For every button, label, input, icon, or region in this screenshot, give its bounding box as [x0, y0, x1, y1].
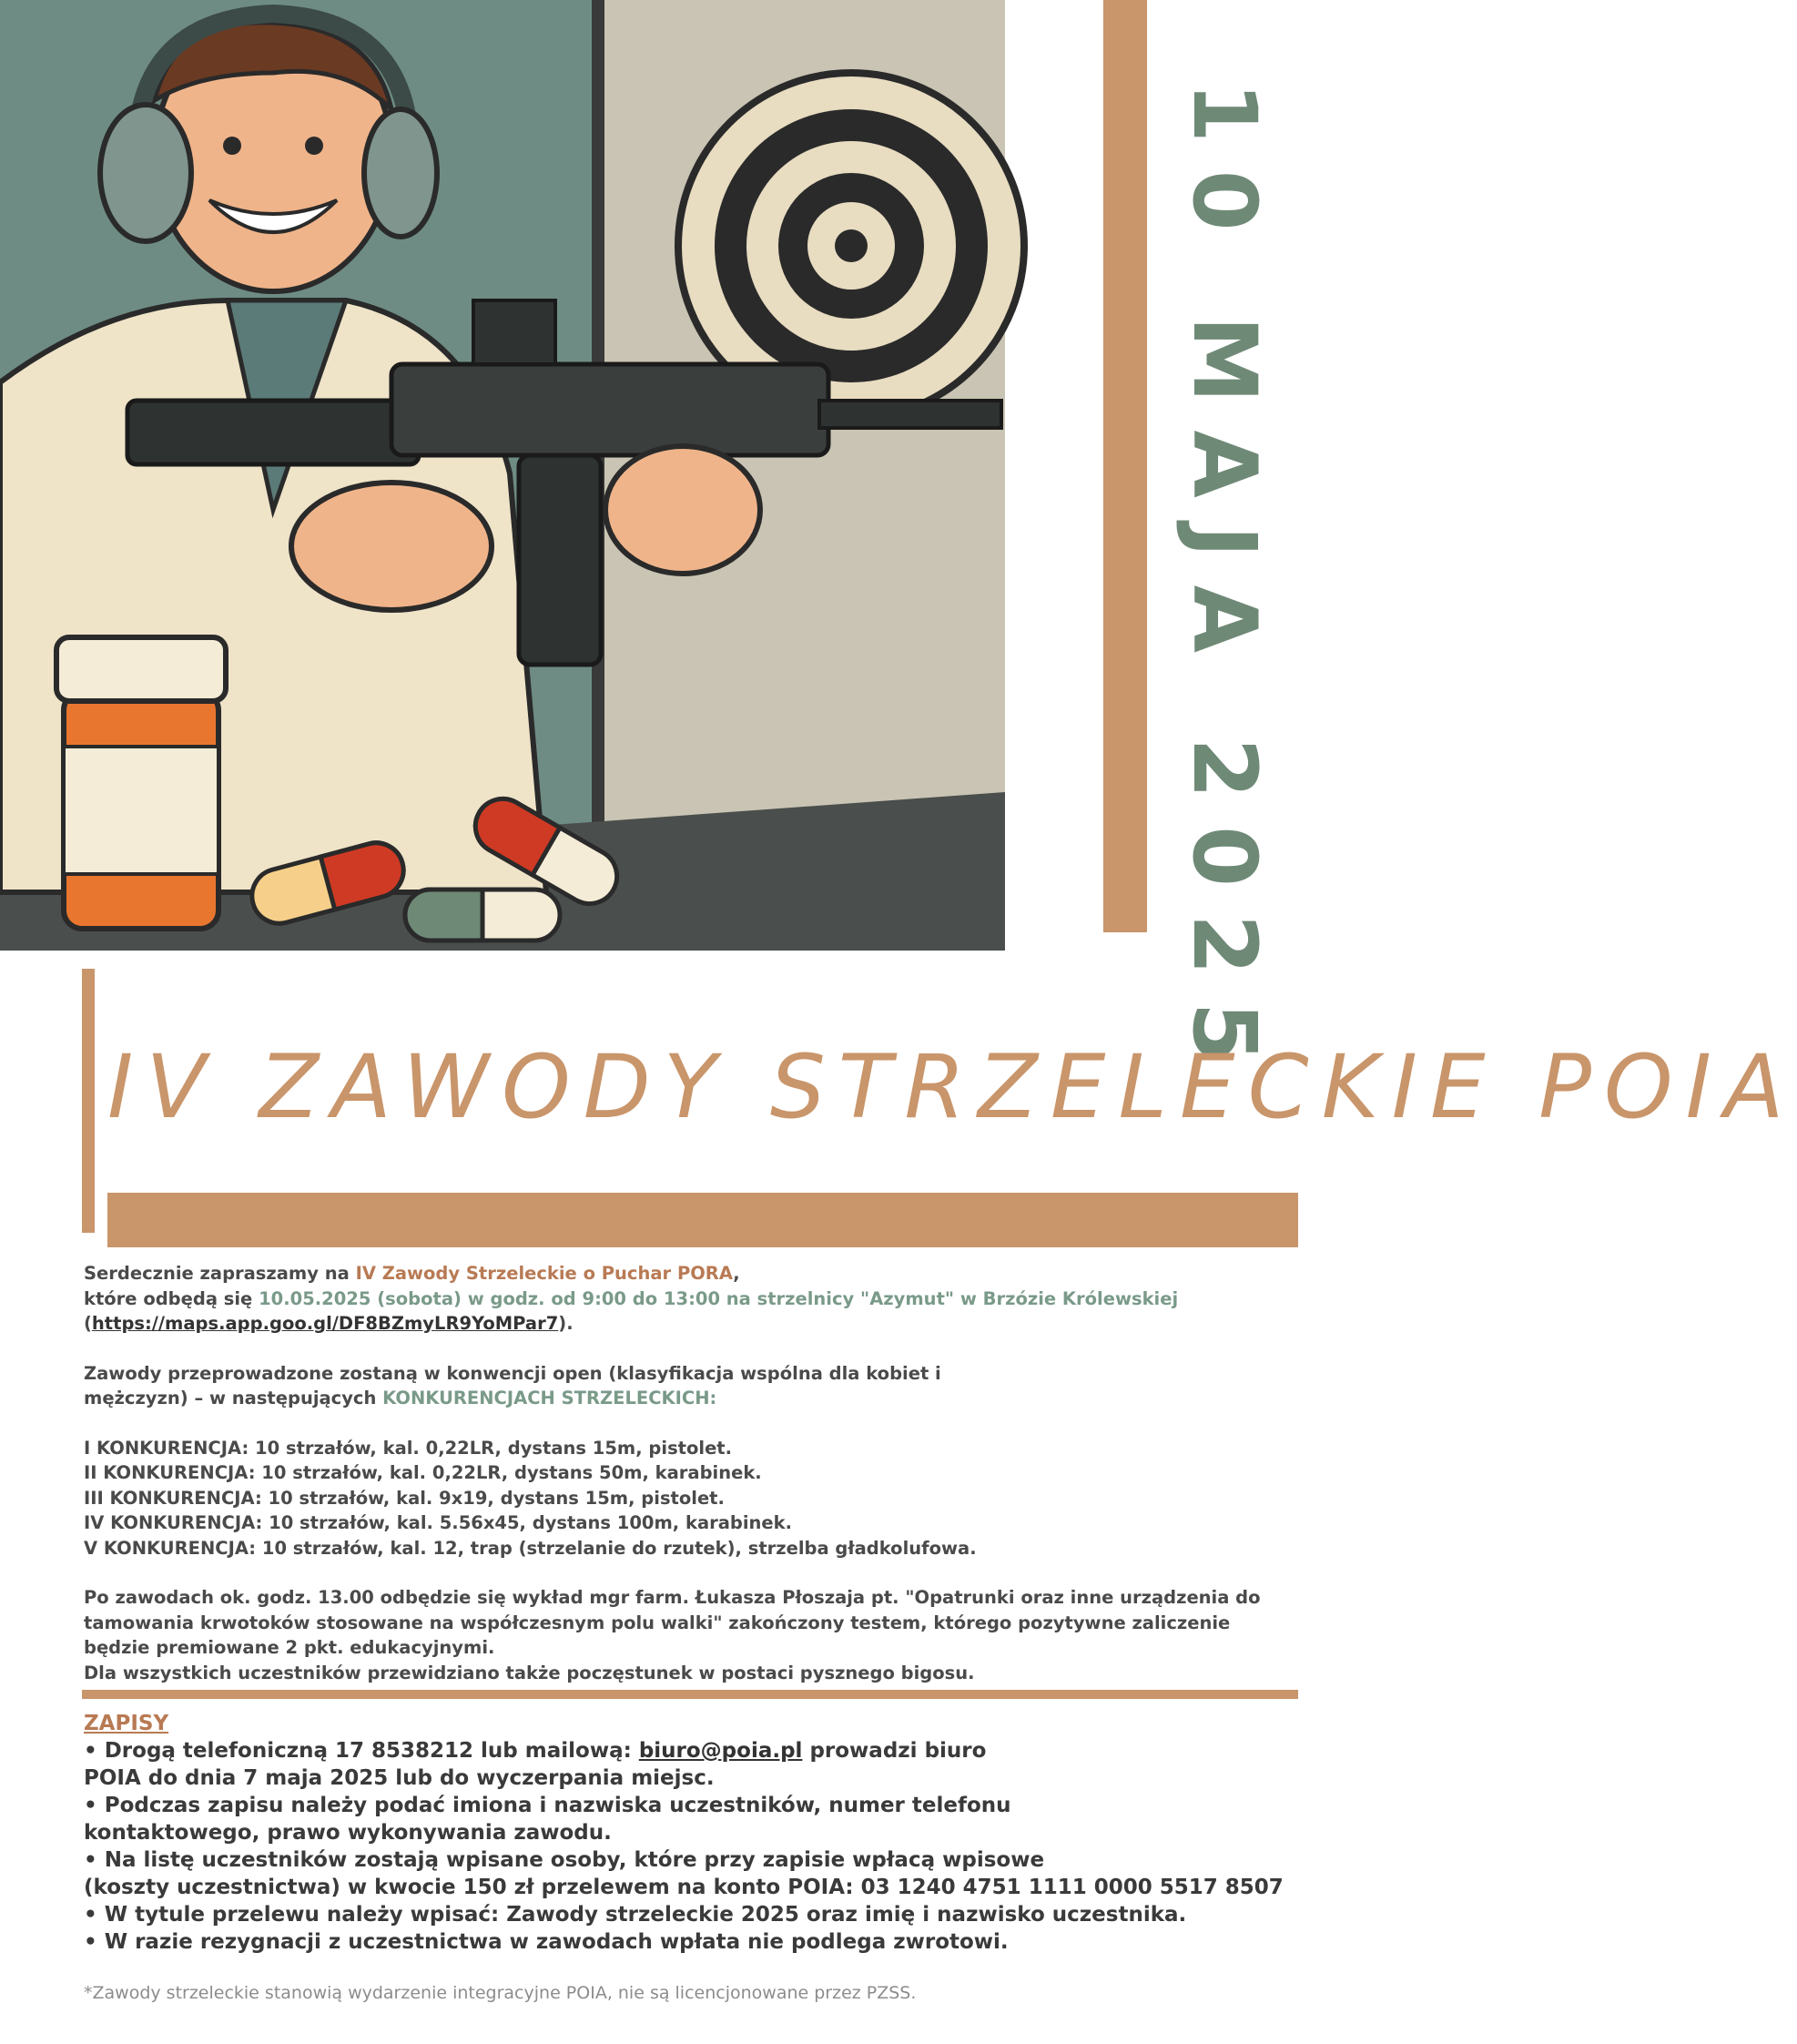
convention-paragraph: [84, 1361, 1294, 1411]
intro-text: ,: [733, 1263, 740, 1284]
title-underline-bar: [107, 1193, 1298, 1247]
competition-item: V KONKURENCJA: 10 strzałów, kal. 12, trap (strzelanie do rzutek), strzelba gładkolufowa.: [84, 1537, 977, 1559]
intro-paragraph: [84, 1261, 1294, 1337]
intro-text: ).: [558, 1313, 574, 1334]
lecture-line: Po zawodach ok. godz. 13.00 odbędzie się wykład mgr farm. Łukasza Płoszaja pt. "Opatrunki oraz inne urządzenia do: [84, 1587, 1261, 1608]
convention-text: mężczyzn) – w następujących: [84, 1388, 383, 1408]
signup-item: • W tytule przelewu należy wpisać: Zawody strzeleckie 2025 oraz imię i nazwisko uczestnika.: [84, 1903, 1187, 1927]
signup-text: kontaktowego, prawo wykonywania zawodu.: [84, 1821, 612, 1845]
poster-title: IV ZAWODY STRZELECKIE POIA: [107, 1036, 1797, 1138]
event-time-place: (sobota) w godz. od 9:00 do 13:00 na strzelnicy "Azymut" w Brzózie Królewskiej: [371, 1287, 1179, 1309]
signup-item: • W razie rezygnacji z uczestnictwa w zawodach wpłata nie podlega zwrotowi.: [84, 1930, 1009, 1954]
signup-item: [84, 1737, 1294, 1764]
shooter-illustration: [0, 0, 1005, 951]
lecture-line: tamowania krwotoków stosowane na współczesnym polu walki" zakończony testem, którego pozytywne zaliczenie: [84, 1612, 1231, 1633]
lecture-line: będzie premiowane 2 pkt. edukacyjnymi.: [84, 1637, 495, 1658]
title-side-bar: [82, 969, 95, 1233]
event-date-vertical: [1173, 82, 1275, 1091]
signup-heading: ZAPISY: [84, 1712, 169, 1735]
competition-item: I KONKURENCJA: 10 strzałów, kal. 0,22LR, dystans 15m, pistolet.: [84, 1437, 733, 1459]
maps-link[interactable]: https://maps.app.goo.gl/DF8BZmyLR9YoMPar7: [91, 1313, 559, 1334]
competition-item: III KONKURENCJA: 10 strzałów, kal. 9x19, dystans 15m, pistolet.: [84, 1487, 725, 1509]
intro-text: (: [84, 1313, 92, 1334]
event-date-text: 10 MAJA 2025: [1173, 82, 1275, 1091]
hero-illustration: [0, 0, 1005, 951]
competitions-heading: KONKURENCJACH STRZELECKICH:: [382, 1388, 717, 1408]
intro-text: które odbędą się: [84, 1287, 259, 1309]
competition-item: IV KONKURENCJA: 10 strzałów, kal. 5.56x45, dystans 100m, karabinek.: [84, 1512, 793, 1533]
signup-text: • Drogą telefoniczną 17 8538212 lub mailową:: [84, 1739, 639, 1763]
email-link[interactable]: biuro@poia.pl: [638, 1739, 803, 1763]
intro-text: Serdecznie zapraszamy na: [84, 1263, 356, 1284]
competition-item: II KONKURENCJA: 10 strzałów, kal. 0,22LR, dystans 50m, karabinek.: [84, 1462, 762, 1483]
footnote: *Zawody strzeleckie stanowią wydarzenie integracyjne POIA, nie są licencjonowane przez PZSS.: [84, 1983, 917, 2003]
lecture-paragraph: [84, 1585, 1294, 1685]
lecture-line: Dla wszystkich uczestników przewidziano także poczęstunek w postaci pysznego bigosu.: [84, 1662, 975, 1683]
pill-bottle-icon: [56, 637, 226, 929]
signup-item: • Podczas zapisu należy podać imiona i nazwiska uczestników, numer telefonu: [84, 1794, 1011, 1817]
event-description: [84, 1261, 1294, 1710]
event-date: 10.05.2025: [259, 1287, 371, 1309]
signup-text: (koszty uczestnictwa) w kwocie 150 zł przelewem na konto POIA: 03 1240 4751 1111 0000 5517 8507: [84, 1876, 1284, 1899]
vertical-accent-bar: [1103, 0, 1147, 932]
competitions-list: [84, 1436, 1294, 1561]
section-divider-bar: [82, 1690, 1298, 1699]
signup-text: POIA do dnia 7 maja 2025 lub do wyczerpania miejsc.: [84, 1766, 715, 1790]
signup-item: • Na listę uczestników zostają wpisane osoby, które przy zapisie wpłacą wpisowe: [84, 1848, 1045, 1872]
signup-text: prowadzi biuro: [802, 1739, 987, 1763]
signup-section: [84, 1710, 1294, 1956]
convention-text: Zawody przeprowadzone zostaną w konwencji open (klasyfikacja wspólna dla kobiet i: [84, 1362, 941, 1384]
event-name: IV Zawody Strzeleckie o Puchar PORA: [355, 1263, 734, 1284]
